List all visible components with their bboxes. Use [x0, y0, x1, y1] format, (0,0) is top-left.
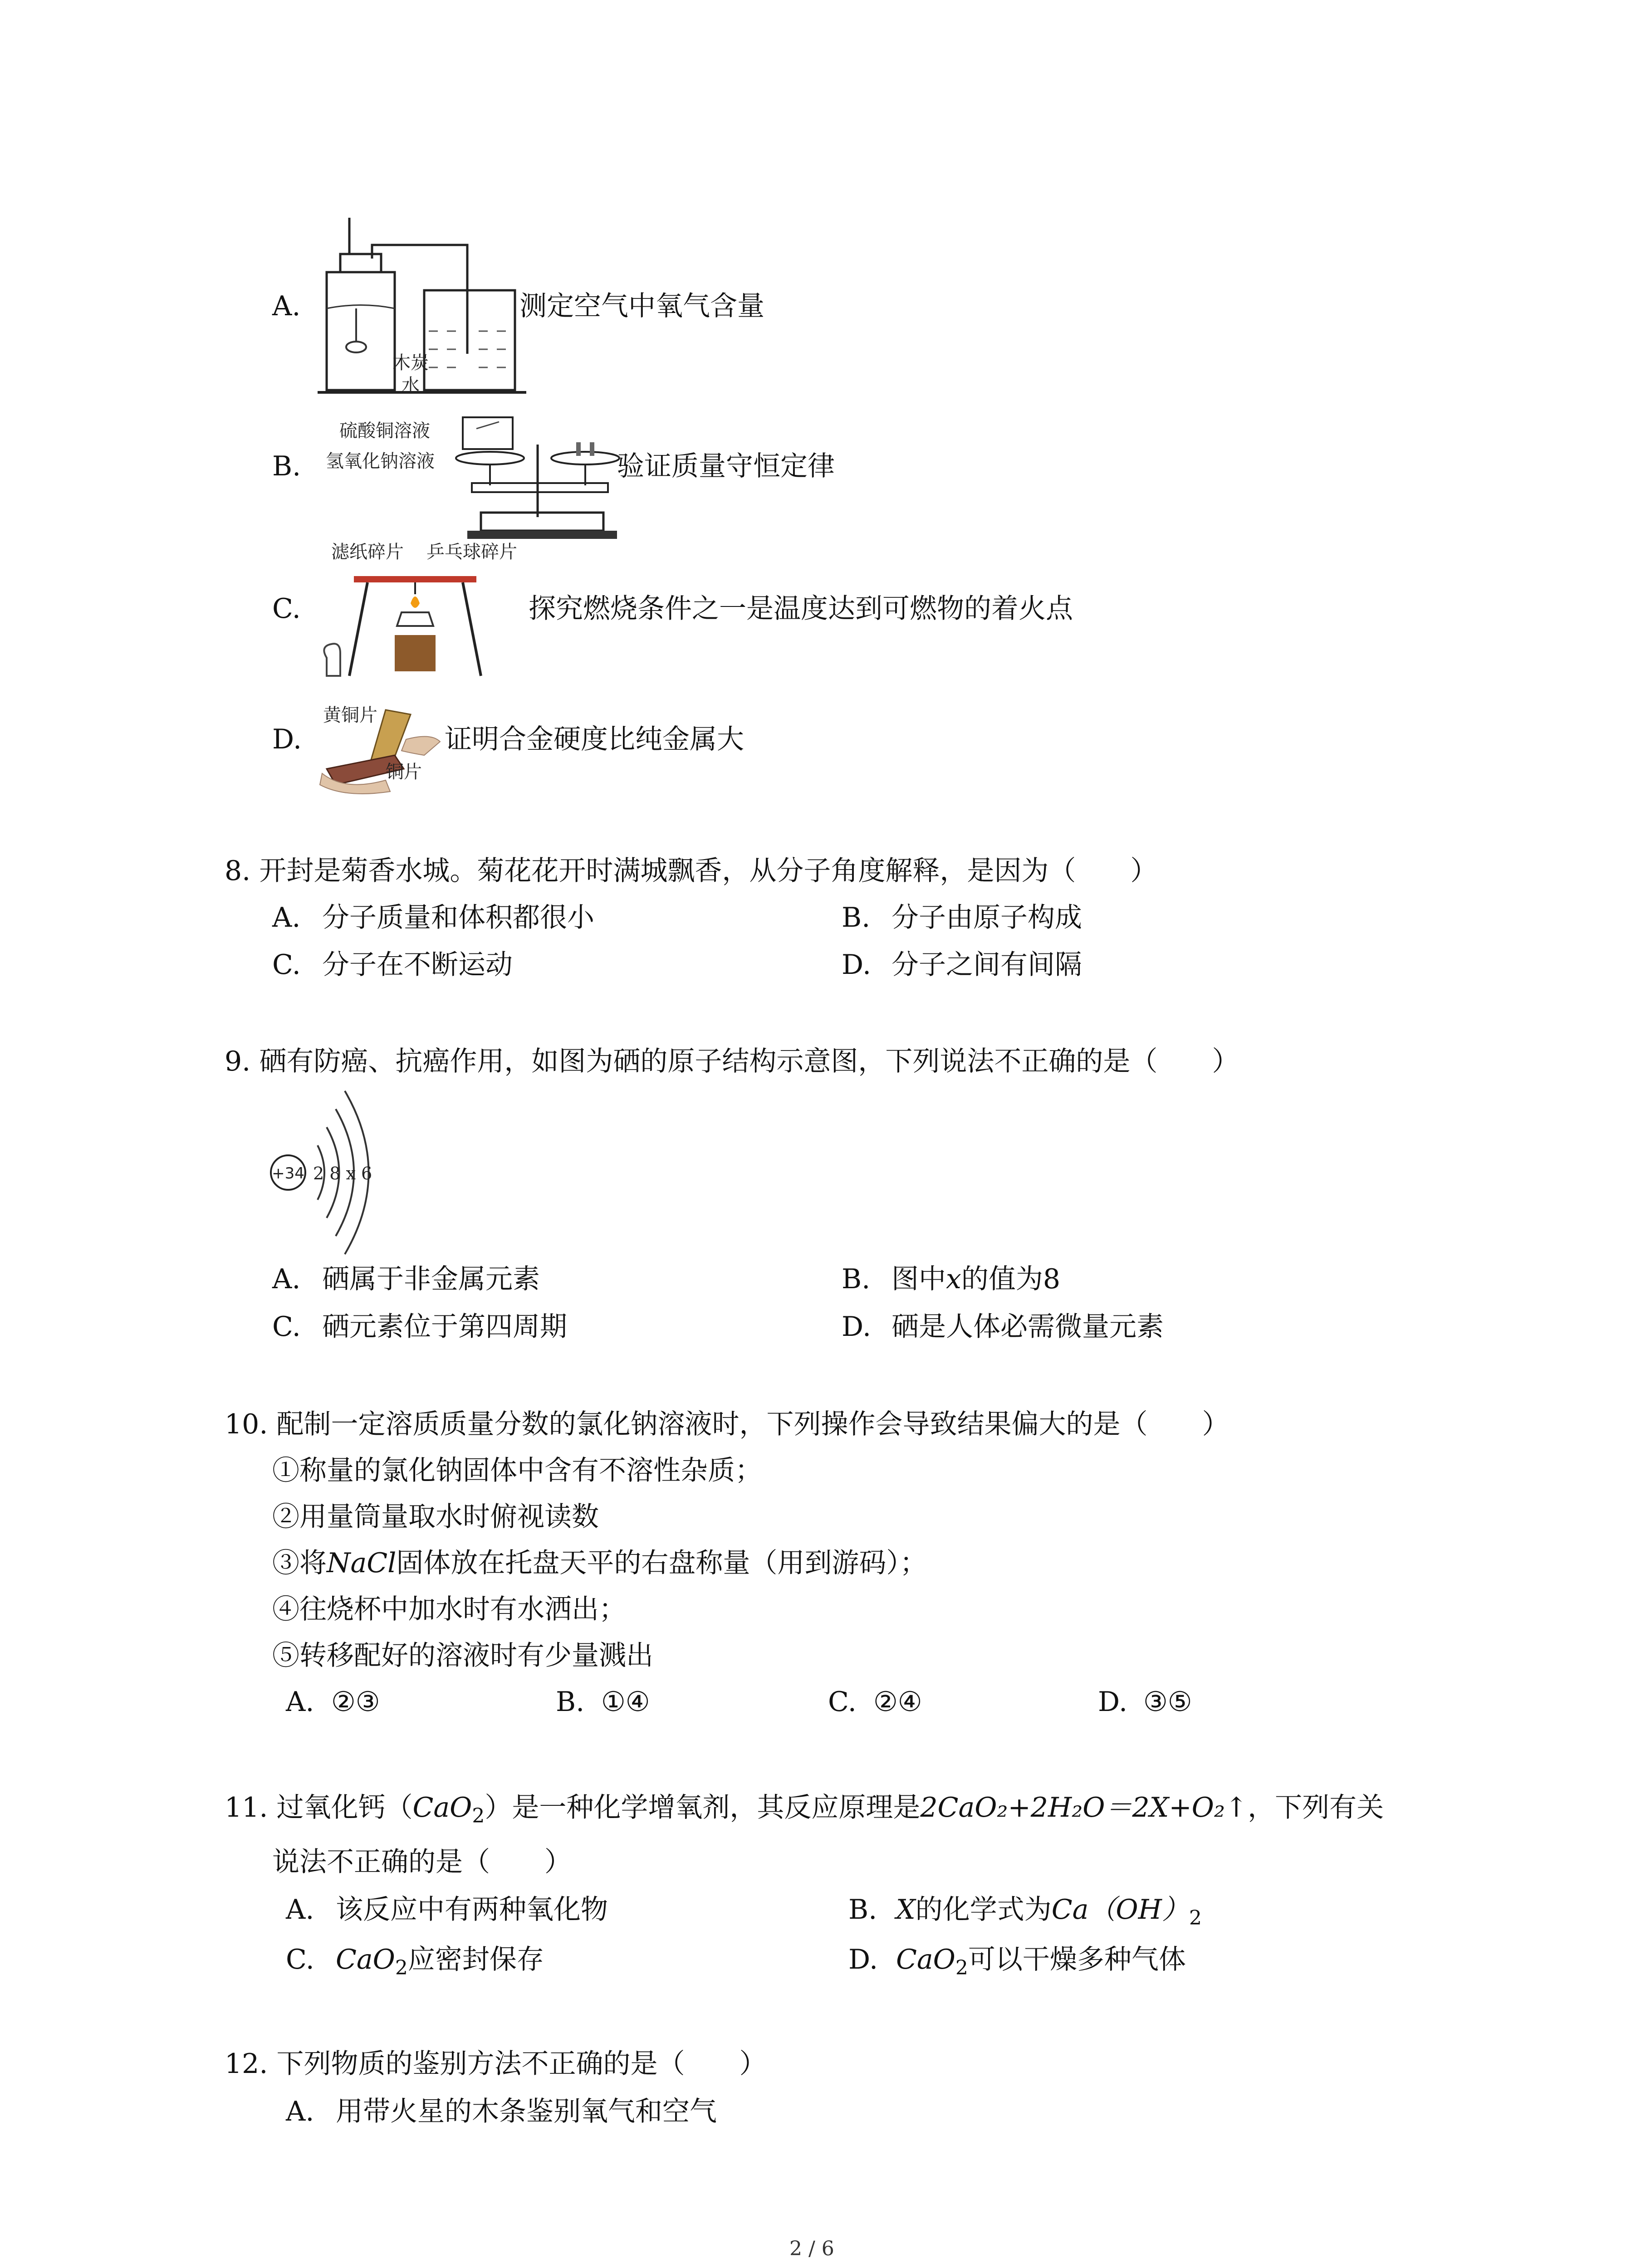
q7-option-c-text: 探究燃烧条件之一是温度达到可燃物的着火点 [529, 593, 1073, 625]
q7-b-label-sodium-hydroxide: 氢氧化钠溶液 [326, 451, 435, 472]
q11-option-a-letter: A. [286, 1894, 314, 1926]
q9-option-b-letter: B. [842, 1263, 871, 1295]
q9-nucleus-charge: +34 [272, 1164, 304, 1183]
q11-option-b-text: X的化学式为$Ca(OH)_2$ [896, 1894, 1202, 1930]
q11-option-d-letter: D. [848, 1944, 878, 1975]
q8-option-d-text: 分子之间有间隔 [892, 949, 1082, 981]
q10-option-a-letter: A. [286, 1686, 314, 1718]
q7-b-label-copper-sulfate: 硫酸铜溶液 [339, 420, 430, 441]
q10-stem: 10. 配制一定溶质质量分数的氯化钠溶液时，下列操作会导致结果偏大的是（ ） [225, 1408, 1230, 1440]
q7-option-b-text: 验证质量守恒定律 [617, 450, 835, 482]
q7-option-d-letter: D. [272, 723, 302, 755]
q11-stem-line1: 11. 过氧化钙（CaO$_2$）是一种化学增氧剂，其反应原理是2CaO₂+2H₂O＝2X+O₂↑，下列有关 [225, 1792, 1384, 1828]
q11-stem-line2: 说法不正确的是（ ） [272, 1846, 572, 1878]
q9-option-d-letter: D. [842, 1311, 872, 1343]
q7-d-scratch-figure [318, 701, 445, 796]
q7-option-c-letter: C. [272, 593, 301, 625]
q10-item-5: ⑤转移配好的溶液时有少量溅出 [272, 1640, 653, 1672]
q8-option-d-letter: D. [842, 949, 872, 981]
q8-option-c-letter: C. [272, 949, 301, 981]
q10-item-3: ③将NaCl固体放在托盘天平的右盘称量（用到游码）； [272, 1547, 927, 1579]
q9-option-d-text: 硒是人体必需微量元素 [892, 1311, 1164, 1343]
q10-item-1: ①称量的氯化钠固体中含有不溶性杂质； [272, 1455, 762, 1486]
q7-c-burning-figure [318, 567, 508, 685]
q10-option-d-letter: D. [1098, 1686, 1128, 1718]
q9-stem: 9. 硒有防癌、抗癌作用，如图为硒的原子结构示意图，下列说法不正确的是（ ） [225, 1046, 1239, 1077]
q7-c-label-pingpong: 乒乓球碎片 [426, 542, 517, 562]
q7-d-label-copper: 铜片 [386, 762, 422, 782]
q9-option-c-letter: C. [272, 1311, 301, 1343]
q9-atom-structure-diagram [263, 1089, 408, 1256]
q11-equation: 2CaO₂+2H₂O＝2X+O₂↑ [920, 1792, 1248, 1823]
q7-a-label-water: 水 [402, 375, 420, 396]
q7-d-label-brass: 黄铜片 [323, 705, 377, 726]
q7-option-a-text: 测定空气中氧气含量 [519, 290, 764, 322]
q10-option-b-letter: B. [556, 1686, 585, 1718]
q9-electron-shells: 2 8 x 6 [313, 1163, 372, 1183]
q8-option-c-text: 分子在不断运动 [322, 949, 513, 981]
q10-option-a-text: ②③ [331, 1686, 380, 1718]
q11-option-d-text: CaO$_2$可以干燥多种气体 [896, 1944, 1186, 1980]
q10-option-c-text: ②④ [873, 1686, 922, 1718]
q10-option-c-letter: C. [828, 1686, 857, 1718]
q7-option-d-text: 证明合金硬度比纯金属大 [445, 723, 744, 755]
q11-option-c-text: CaO$_2$应密封保存 [336, 1944, 544, 1980]
q11-option-c-letter: C. [286, 1944, 314, 1975]
q10-item-2: ②用量筒量取水时俯视读数 [272, 1501, 599, 1533]
q7-c-label-filter-paper: 滤纸碎片 [331, 542, 404, 562]
q9-option-c-text: 硒元素位于第四周期 [322, 1311, 567, 1343]
q7-option-b-letter: B. [272, 450, 301, 482]
q10-option-b-text: ①④ [601, 1686, 650, 1718]
q9-option-a-letter: A. [272, 1263, 301, 1295]
q9-option-a-text: 硒属于非金属元素 [322, 1263, 540, 1295]
q8-option-b-letter: B. [842, 902, 871, 934]
q10-option-d-text: ③⑤ [1143, 1686, 1192, 1718]
q7-a-label-charcoal: 木炭 [392, 352, 429, 373]
q7-b-balance-figure [454, 408, 626, 540]
q11-option-a-text: 该反应中有两种氧化物 [336, 1894, 608, 1926]
page-number: 2 / 6 [789, 2237, 834, 2260]
q8-stem: 8. 开封是菊香水城。菊花花开时满城飘香，从分子角度解释，是因为（ ） [225, 855, 1158, 887]
q7-option-a-letter: A. [272, 290, 301, 322]
q11-option-b-letter: B. [848, 1894, 877, 1926]
q12-option-a-text: 用带火星的木条鉴别氧气和空气 [336, 2096, 717, 2127]
q12-stem: 12. 下列物质的鉴别方法不正确的是（ ） [225, 2048, 767, 2080]
q8-option-b-text: 分子由原子构成 [892, 902, 1082, 934]
q12-option-a-letter: A. [286, 2096, 314, 2127]
q9-option-b-text: 图中x的值为8 [892, 1263, 1061, 1295]
q8-option-a-letter: A. [272, 902, 301, 934]
q8-option-a-text: 分子质量和体积都很小 [322, 902, 594, 934]
q10-item-4: ④往烧杯中加水时有水洒出； [272, 1593, 626, 1625]
